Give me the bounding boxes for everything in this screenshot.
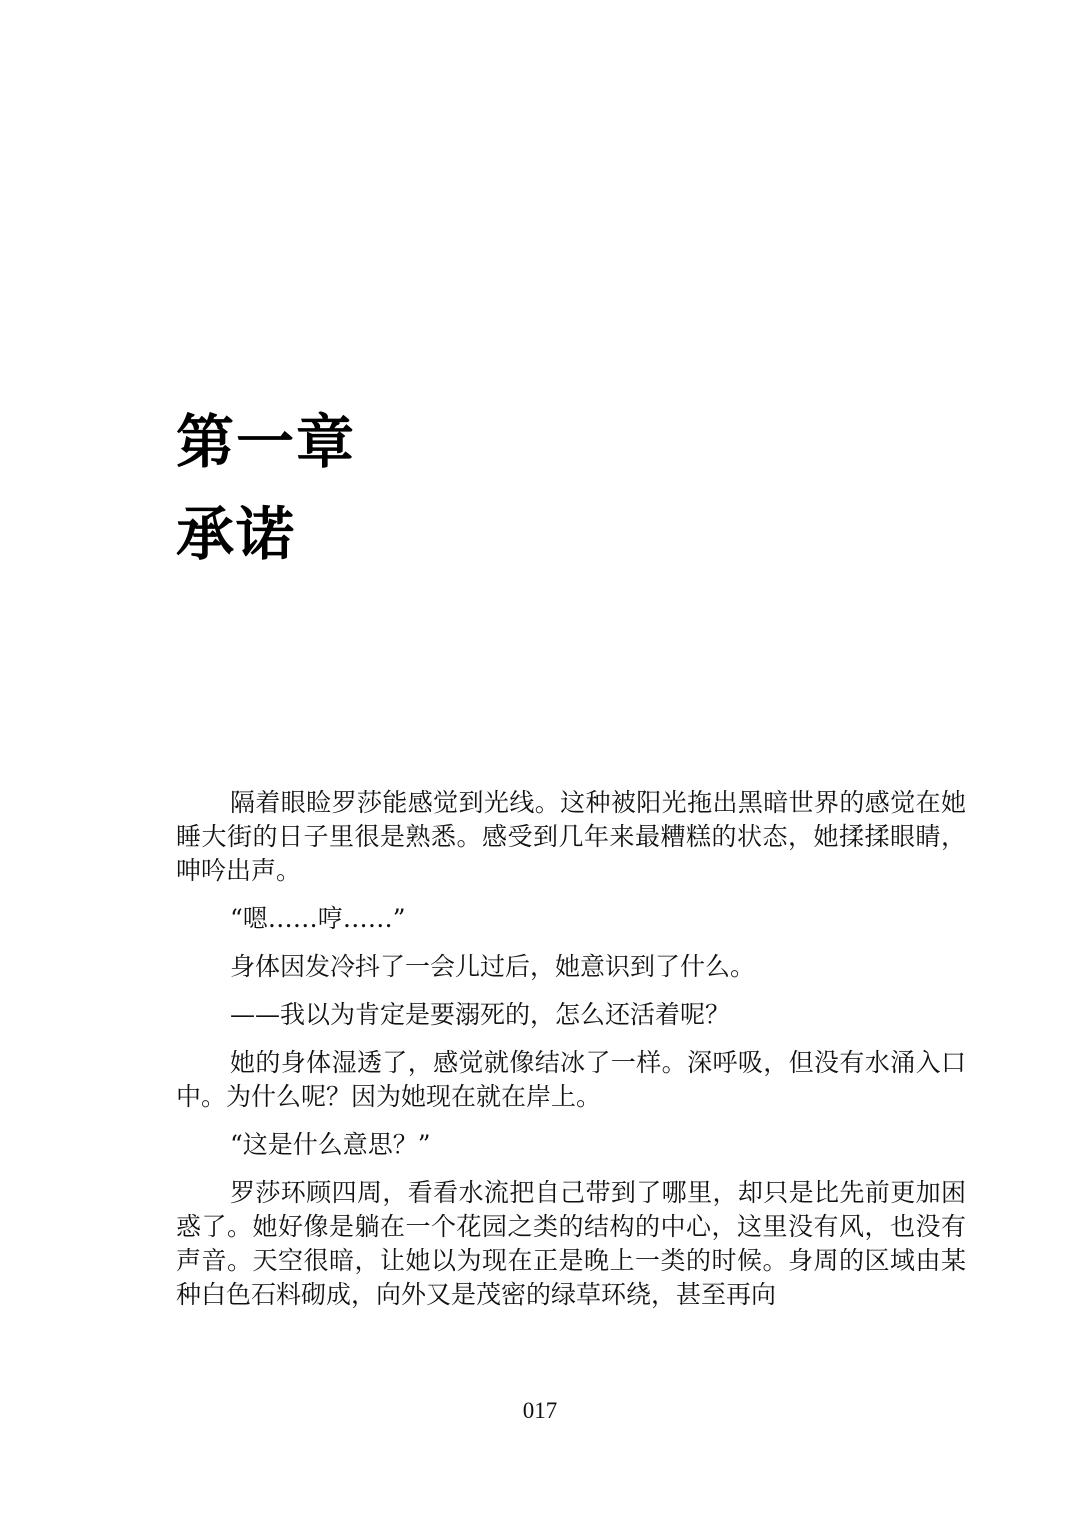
paragraph: 她的身体湿透了，感觉就像结冰了一样。深呼吸，但没有水涌入口中。为什么呢？因为她现在就在岸上。 xyxy=(176,1048,966,1111)
paragraph: 隔着眼睑罗莎能感觉到光线。这种被阳光拖出黑暗世界的感觉在她睡大街的日子里很是熟悉。感受到几年来最糟糕的状态，她揉揉眼睛，呻吟出声。 xyxy=(176,788,966,885)
paragraph: 身体因发冷抖了一会儿过后，她意识到了什么。 xyxy=(230,952,756,981)
page-number: 017 xyxy=(522,1398,558,1423)
paragraph: ——我以为肯定是要溺死的，怎么还活着呢？ xyxy=(230,1000,731,1029)
chapter-heading xyxy=(176,396,876,580)
paragraph: “这是什么意思？” xyxy=(230,1130,431,1159)
paragraph: “嗯……哼……” xyxy=(230,904,406,933)
paragraph: 罗莎环顾四周，看看水流把自己带到了哪里，却只是比先前更加困惑了。她好像是躺在一个花园之类的结构的中心，这里没有风，也没有声音。天空很暗，让她以为现在正是晚上一类的时候。身周的区域由某种白色石料砌成，向外又是茂密的绿草环绕，甚至再向 xyxy=(176,1178,966,1309)
body-text xyxy=(176,786,966,1326)
chapter-number: 第一章 xyxy=(176,408,357,476)
chapter-title: 承诺 xyxy=(176,500,297,568)
